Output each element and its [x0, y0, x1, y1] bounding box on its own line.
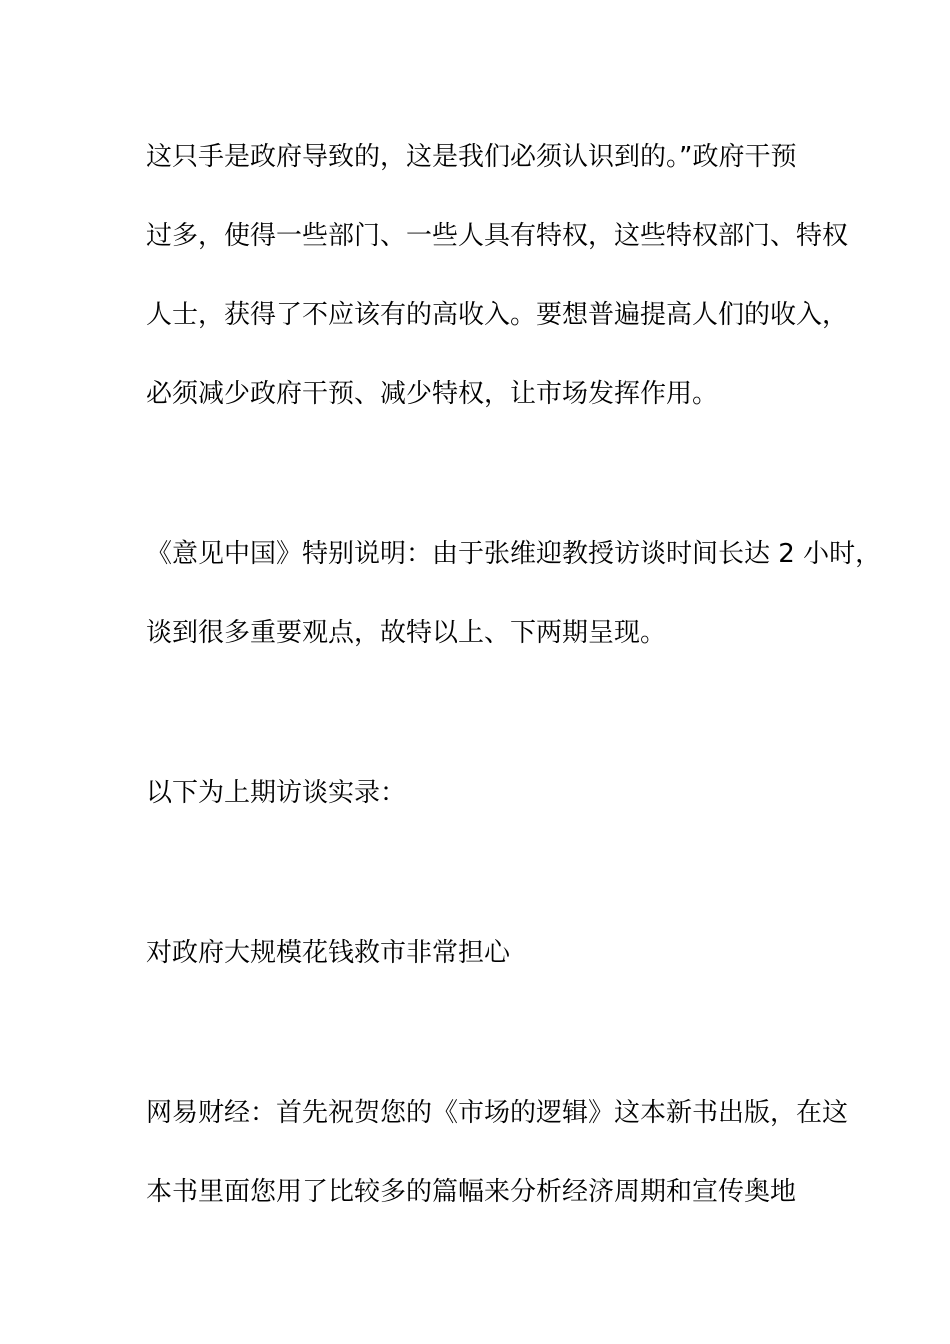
- paragraph-1-line-2: 过多，使得一些部门、一些人具有特权，这些特权部门、特权: [146, 221, 849, 251]
- paragraph-1-line-4: 必须减少政府干预、减少特权，让市场发挥作用。: [146, 379, 719, 409]
- paragraph-2-line-2: 谈到很多重要观点，故特以上、下两期呈现。: [146, 618, 667, 648]
- paragraph-5-line-2: 本书里面您用了比较多的篇幅来分析经济周期和宣传奥地: [146, 1177, 797, 1207]
- paragraph-1-line-1: 这只手是政府导致的，这是我们必须认识到的。”政府干预: [146, 142, 797, 172]
- paragraph-1-line-3: 人士，获得了不应该有的高收入。要想普遍提高人们的收入，: [146, 300, 849, 330]
- paragraph-3-line-1: 以下为上期访谈实录：: [146, 778, 407, 808]
- section-heading: 对政府大规模花钱救市非常担心: [146, 938, 511, 968]
- paragraph-2-line-1: 《意见中国》特别说明：由于张维迎教授访谈时间长达 2 小时，: [146, 539, 882, 569]
- paragraph-5-line-1: 网易财经：首先祝贺您的《市场的逻辑》这本新书出版，在这: [146, 1098, 849, 1128]
